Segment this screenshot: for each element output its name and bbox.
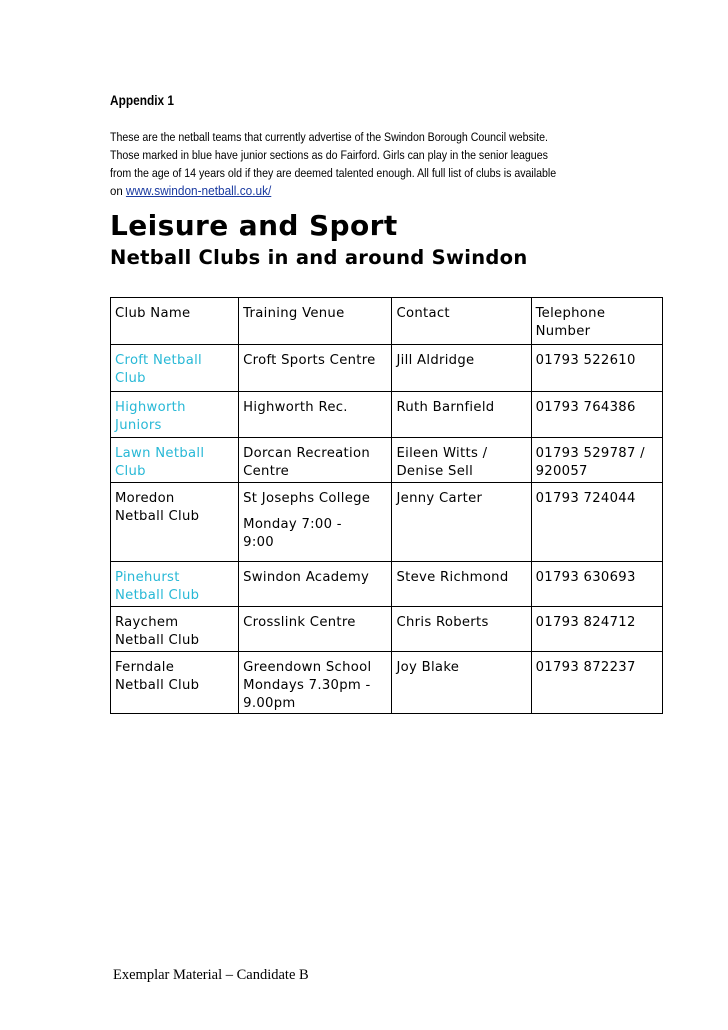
- contact-cell: [392, 562, 531, 607]
- cell-text-line: 01793 630693: [535, 570, 636, 585]
- contact-cell: [392, 392, 531, 438]
- table-row: [111, 392, 663, 438]
- cell-text-line: Steve Richmond: [396, 570, 509, 585]
- contact-cell: [392, 607, 531, 652]
- cell-text-line: 01793 872237: [535, 660, 636, 675]
- cell-text-line: Mondays 7.30pm -: [243, 678, 371, 693]
- telephone-cell: [531, 392, 662, 438]
- cell-text-line: Ferndale: [115, 660, 175, 675]
- cell-text-line: Training Venue: [243, 306, 345, 321]
- contact-cell: [392, 483, 531, 562]
- intro-line: These are the netball teams that currently advertise of the Swindon Borough Council website.: [110, 130, 548, 144]
- cell-text-line: Pinehurst: [115, 570, 180, 585]
- cell-text-line: Joy Blake: [396, 660, 460, 675]
- cell-text-line: Telephone: [535, 306, 606, 321]
- cell-text-line: Centre: [243, 464, 290, 479]
- cell-text-line: 01793 764386: [535, 400, 636, 415]
- cell-text-line: Juniors: [115, 418, 162, 433]
- telephone-cell: [531, 345, 662, 392]
- club-name-cell: [111, 607, 239, 652]
- cell-text-line: Club Name: [115, 306, 191, 321]
- cell-text-line: Netball Club: [115, 633, 200, 648]
- table-row: [111, 438, 663, 483]
- club-name-cell: [111, 562, 239, 607]
- cell-text-line: Highworth Rec.: [243, 400, 348, 415]
- cell-text-line: Highworth: [115, 400, 186, 415]
- header-telephone-number: [531, 298, 662, 345]
- cell-text-line: Crosslink Centre: [243, 615, 356, 630]
- telephone-cell: [531, 652, 662, 714]
- cell-text-line: Monday 7:00 -: [243, 517, 342, 532]
- cell-text-line: Number: [535, 324, 591, 339]
- cell-text-line: Netball Club: [115, 678, 200, 693]
- cell-text-line: 01793 824712: [535, 615, 636, 630]
- cell-text-line: 01793 522610: [535, 353, 636, 368]
- cell-text-line: Denise Sell: [396, 464, 474, 479]
- telephone-cell: [531, 438, 662, 483]
- paragraph-gap: [243, 508, 387, 516]
- netball-clubs-table: [110, 297, 663, 714]
- training-venue-cell: [239, 392, 392, 438]
- club-name-cell: [111, 392, 239, 438]
- cell-text-line: Chris Roberts: [396, 615, 489, 630]
- club-name-cell: [111, 345, 239, 392]
- club-name-cell: [111, 483, 239, 562]
- table-row: [111, 562, 663, 607]
- appendix-heading: Appendix 1: [110, 93, 175, 108]
- table-row: [111, 652, 663, 714]
- contact-cell: [392, 438, 531, 483]
- cell-text-line: Lawn Netball: [115, 446, 205, 461]
- cell-text-line: Greendown School: [243, 660, 372, 675]
- cell-text-line: Moredon: [115, 491, 175, 506]
- intro-line: from the age of 14 years old if they are deemed talented enough. All full list of clubs is available: [110, 166, 557, 180]
- table-row: [111, 483, 663, 562]
- cell-text-line: Swindon Academy: [243, 570, 370, 585]
- training-venue-cell: [239, 483, 392, 562]
- cell-text-line: Dorcan Recreation: [243, 446, 370, 461]
- table-header-row: [111, 298, 663, 345]
- cell-text-line: Ruth Barnfield: [396, 400, 495, 415]
- club-name-cell: [111, 652, 239, 714]
- cell-text-line: St Josephs College: [243, 491, 371, 506]
- cell-text-line: 01793 529787 /: [535, 446, 645, 461]
- swindon-netball-link[interactable]: www.swindon-netball.co.uk/: [125, 184, 272, 198]
- intro-line: Those marked in blue have junior sections as do Fairford. Girls can play in the senior leagues: [110, 148, 548, 162]
- page-subtitle: Netball Clubs in and around Swindon: [110, 246, 528, 269]
- intro-link-prefix: on: [110, 184, 126, 198]
- cell-text-line: Netball Club: [115, 588, 200, 603]
- cell-text-line: 01793 724044: [535, 491, 636, 506]
- cell-text-line: Club: [115, 371, 146, 386]
- cell-text-line: Jill Aldridge: [396, 353, 475, 368]
- cell-text-line: Eileen Witts /: [396, 446, 488, 461]
- telephone-cell: [531, 483, 662, 562]
- intro-link-line: [110, 182, 658, 200]
- cell-text-line: Contact: [396, 306, 450, 321]
- page-footer: Exemplar Material – Candidate B: [113, 967, 309, 983]
- header-training-venue: [239, 298, 392, 345]
- training-venue-cell: [239, 345, 392, 392]
- cell-text-line: 920057: [535, 464, 588, 479]
- cell-text-line: 9:00: [243, 535, 274, 550]
- table-row: [111, 607, 663, 652]
- club-name-cell: [111, 438, 239, 483]
- contact-cell: [392, 345, 531, 392]
- cell-text-line: 9.00pm: [243, 696, 296, 711]
- cell-text-line: Club: [115, 464, 146, 479]
- contact-cell: [392, 652, 531, 714]
- cell-text-line: Jenny Carter: [396, 491, 483, 506]
- training-venue-cell: [239, 652, 392, 714]
- telephone-cell: [531, 562, 662, 607]
- header-club-name: [111, 298, 239, 345]
- cell-text-line: Croft Sports Centre: [243, 353, 376, 368]
- telephone-cell: [531, 607, 662, 652]
- training-venue-cell: [239, 607, 392, 652]
- intro-paragraph: [110, 128, 617, 200]
- training-venue-cell: [239, 438, 392, 483]
- training-venue-cell: [239, 562, 392, 607]
- cell-text-line: Croft Netball: [115, 353, 203, 368]
- netball-clubs-table-body: [111, 298, 663, 714]
- page-title: Leisure and Sport: [110, 209, 398, 242]
- table-row: [111, 345, 663, 392]
- cell-text-line: Raychem: [115, 615, 179, 630]
- cell-text-line: Netball Club: [115, 509, 200, 524]
- header-contact: [392, 298, 531, 345]
